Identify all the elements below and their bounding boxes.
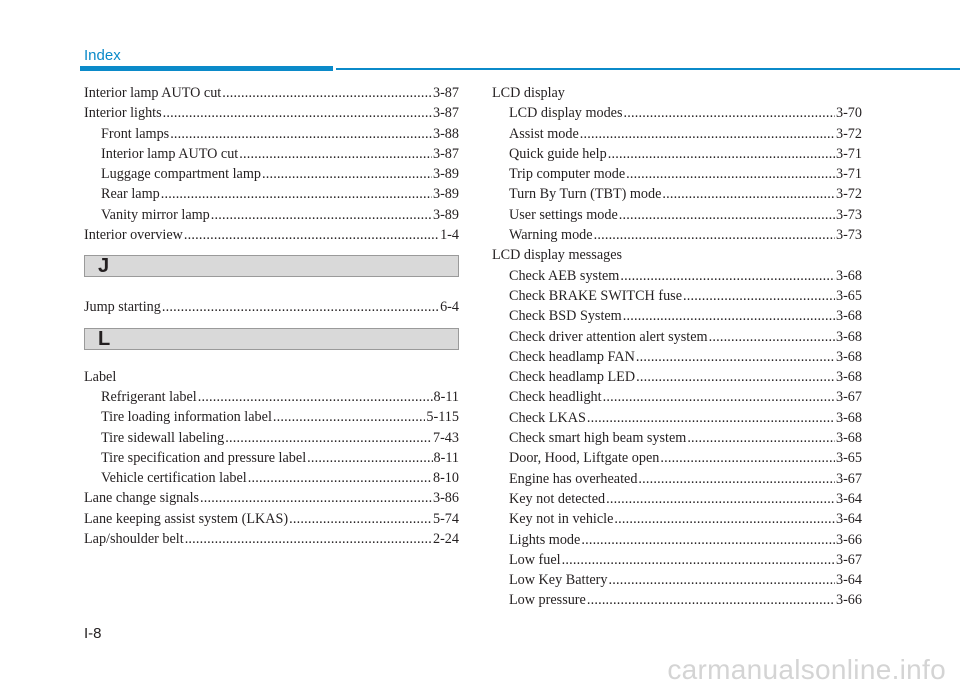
leader-dots (162, 297, 439, 317)
index-entry (492, 489, 862, 509)
index-entry-page: 8-11 (433, 388, 459, 405)
index-entry (84, 468, 459, 488)
index-entry-text: Key not detected (509, 490, 606, 507)
index-entry-text: Door, Hood, Liftgate open (509, 450, 660, 467)
index-entry-page: 3-72 (835, 125, 862, 142)
index-entry (492, 225, 862, 245)
index-entry (492, 184, 862, 204)
leader-dots (687, 428, 835, 448)
header-rule (336, 68, 960, 70)
index-entry-text: Check LKAS (509, 409, 586, 426)
page-number: I-8 (84, 625, 102, 642)
index-column-right (492, 83, 862, 611)
index-entry-text: Interior overview (84, 227, 183, 244)
index-entry-text: User settings mode (509, 206, 618, 223)
index-entry-text: Lap/shoulder belt (84, 531, 184, 548)
index-entry-page: 3-86 (432, 490, 459, 507)
index-heading-label: Label (84, 368, 117, 385)
index-entry (492, 347, 862, 367)
index-entry-page: 3-67 (835, 551, 862, 568)
leader-dots (262, 164, 432, 184)
index-entry (492, 306, 862, 326)
index-entry-page: 3-70 (835, 105, 862, 122)
index-heading-lcd-display: LCD display (492, 85, 565, 101)
index-entry (492, 530, 862, 550)
index-entry-text: Check BSD System (509, 308, 622, 325)
index-entry (492, 570, 862, 590)
index-entry-page: 3-72 (835, 186, 862, 203)
index-entry (84, 407, 459, 427)
index-entry (492, 205, 862, 225)
section-letter-j (84, 255, 459, 277)
index-entry-page: 3-87 (432, 85, 459, 101)
index-entry-page: 1-4 (440, 227, 459, 244)
index-entry-text: Interior lamp AUTO cut (84, 85, 222, 101)
index-entry-text: Key not in vehicle (509, 511, 614, 528)
index-entry-page: 3-87 (432, 105, 459, 122)
leader-dots (222, 83, 432, 103)
index-entry-text: Vehicle certification label (101, 470, 247, 487)
index-entry (84, 488, 459, 508)
index-entry (84, 164, 459, 184)
index-entry (84, 225, 459, 245)
index-entry-text: Check headlamp FAN (509, 348, 635, 365)
leader-dots (562, 550, 835, 570)
index-entry-page: 3-89 (432, 186, 459, 203)
leader-dots (626, 164, 835, 184)
index-group-j (84, 297, 459, 317)
leader-dots (248, 468, 432, 488)
index-entry (492, 286, 862, 306)
index-entry-page: 8-11 (433, 449, 459, 466)
leader-dots (638, 469, 835, 489)
section-letter: L (98, 327, 111, 350)
leader-dots (624, 103, 835, 123)
index-entry-text: Check smart high beam system (509, 430, 687, 447)
index-entry-text: Low fuel (509, 551, 561, 568)
index-entry-text: Jump starting (84, 299, 161, 316)
leader-dots (211, 205, 432, 225)
index-entry-text: Lane change signals (84, 490, 200, 507)
leader-dots (619, 205, 835, 225)
index-entry (84, 103, 459, 123)
leader-dots (620, 266, 835, 286)
index-entry-page: 3-68 (835, 328, 862, 345)
index-group-lcd-display (492, 103, 862, 245)
index-entry-text: Lane keeping assist system (LKAS) (84, 510, 289, 527)
index-entry-page: 3-66 (835, 592, 862, 609)
leader-dots (609, 570, 835, 590)
leader-dots (660, 448, 835, 468)
index-entry (492, 550, 862, 570)
index-entry-text: Warning mode (509, 227, 593, 244)
index-entry-text: Tire sidewall labeling (101, 429, 225, 446)
index-entry-page: 6-4 (440, 299, 459, 316)
index-entry-page: 7-43 (432, 429, 459, 446)
index-entry-text: Vanity mirror lamp (101, 206, 210, 223)
leader-dots (608, 144, 835, 164)
index-entry-page: 3-73 (835, 227, 862, 244)
index-entry-text: Assist mode (509, 125, 579, 142)
index-entry-text: Quick guide help (509, 145, 607, 162)
header-accent-bar (80, 66, 333, 71)
leader-dots (636, 347, 835, 367)
leader-dots (185, 529, 432, 549)
index-entry-page: 3-68 (835, 409, 862, 426)
index-entry-page: 3-68 (835, 348, 862, 365)
leader-dots (225, 428, 432, 448)
index-entry-text: Check BRAKE SWITCH fuse (509, 287, 682, 304)
index-entry-page: 3-66 (835, 531, 862, 548)
leader-dots (239, 144, 432, 164)
index-entry-text: Luggage compartment lamp (101, 166, 261, 183)
index-entry-page: 5-115 (426, 409, 459, 426)
index-entry (492, 144, 862, 164)
index-entry-page: 3-88 (432, 125, 459, 142)
leader-dots (662, 184, 835, 204)
index-entry-text: Low pressure (509, 592, 586, 609)
watermark: carmanualsonline.info (667, 654, 946, 685)
index-group-l (84, 387, 459, 549)
index-entry-page: 3-68 (835, 308, 862, 325)
index-entry-page: 2-24 (432, 531, 459, 548)
index-entry-page: 3-71 (835, 145, 862, 162)
leader-dots (594, 225, 835, 245)
index-group-interior (84, 83, 459, 245)
index-entry-page: 3-68 (835, 369, 862, 386)
index-entry-text: Interior lamp AUTO cut (101, 145, 239, 162)
index-entry-text: Trip computer mode (509, 166, 626, 183)
index-entry-page: 3-64 (835, 511, 862, 528)
index-entry-text: Engine has overheated (509, 470, 638, 487)
leader-dots (163, 103, 432, 123)
index-entry-text: LCD display modes (509, 105, 623, 122)
index-entry-text: Check AEB system (509, 267, 620, 284)
leader-dots (198, 387, 433, 407)
index-entry-text: Rear lamp (101, 186, 160, 203)
section-letter-l (84, 328, 459, 350)
index-entry-page: 3-65 (835, 287, 862, 304)
index-entry (492, 327, 862, 347)
leader-dots (273, 407, 426, 427)
index-entry (84, 428, 459, 448)
leader-dots (200, 488, 432, 508)
leader-dots (184, 225, 439, 245)
index-entry (84, 205, 459, 225)
index-entry (84, 448, 459, 468)
index-entry-page: 3-71 (835, 166, 862, 183)
leader-dots (307, 448, 432, 468)
index-entry-text: Check headlight (509, 389, 602, 406)
index-entry (84, 387, 459, 407)
index-entry (84, 144, 459, 164)
leader-dots (170, 124, 432, 144)
leader-dots (587, 590, 835, 610)
index-entry (492, 590, 862, 610)
leader-dots (581, 530, 835, 550)
index-entry-text: Lights mode (509, 531, 581, 548)
index-entry-text: Refrigerant label (101, 388, 197, 405)
index-entry-text: Tire loading information label (101, 409, 272, 426)
index-entry-text: Check driver attention alert system (509, 328, 708, 345)
index-entry (492, 509, 862, 529)
index-entry (492, 448, 862, 468)
leader-dots (161, 184, 432, 204)
index-entry-page: 3-67 (835, 470, 862, 487)
index-entry (84, 529, 459, 549)
leader-dots (289, 509, 432, 529)
index-entry-page: 3-67 (835, 389, 862, 406)
section-letter: J (98, 255, 110, 278)
index-entry-text: Front lamps (101, 125, 170, 142)
leader-dots (709, 327, 835, 347)
leader-dots (614, 509, 835, 529)
index-entry-page: 3-65 (835, 450, 862, 467)
index-entry-text: Check headlamp LED (509, 369, 636, 386)
index-entry-page: 3-64 (835, 572, 862, 589)
index-entry (492, 408, 862, 428)
index-entry (492, 428, 862, 448)
index-entry-page: 5-74 (432, 510, 459, 527)
index-entry-page: 3-73 (835, 206, 862, 223)
index-entry-page: 8-10 (432, 470, 459, 487)
leader-dots (683, 286, 835, 306)
index-entry-text: Turn By Turn (TBT) mode (509, 186, 662, 203)
leader-dots (603, 387, 835, 407)
leader-dots (606, 489, 835, 509)
index-entry (84, 297, 459, 317)
index-entry-text: Tire specification and pressure label (101, 449, 307, 466)
index-entry-page: 3-87 (432, 145, 459, 162)
page-header-title: Index (84, 47, 121, 64)
index-entry (84, 509, 459, 529)
index-entry (492, 469, 862, 489)
index-entry (492, 266, 862, 286)
index-entry-page: 3-68 (835, 267, 862, 284)
leader-dots (580, 124, 835, 144)
index-column-left (84, 83, 459, 549)
index-entry-page: 3-89 (432, 166, 459, 183)
index-entry (492, 387, 862, 407)
leader-dots (636, 367, 835, 387)
index-entry (492, 124, 862, 144)
index-group-lcd-messages (492, 266, 862, 611)
index-entry (84, 184, 459, 204)
index-entry (492, 367, 862, 387)
index-entry (492, 103, 862, 123)
index-entry (84, 124, 459, 144)
index-entry-page: 3-64 (835, 490, 862, 507)
index-heading-lcd-messages: LCD display messages (492, 247, 623, 264)
index-entry-text: Interior lights (84, 105, 162, 122)
leader-dots (623, 306, 835, 326)
index-entry-text: Low Key Battery (509, 572, 608, 589)
index-entry (84, 83, 459, 103)
index-entry (492, 164, 862, 184)
index-entry-page: 3-89 (432, 206, 459, 223)
leader-dots (587, 408, 835, 428)
index-entry-page: 3-68 (835, 430, 862, 447)
